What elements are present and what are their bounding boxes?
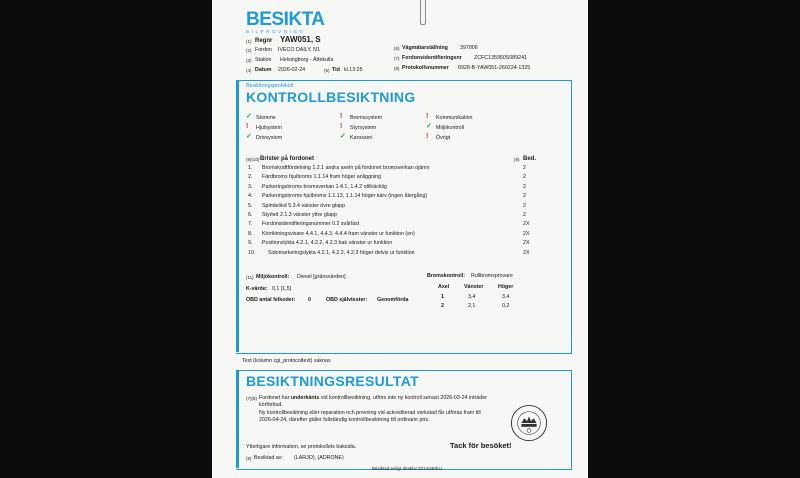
result-thanks: Tack för besöket! [450,441,512,450]
broms-value: Rullbromsprovare [471,273,513,279]
num-5: (5) [324,68,330,73]
result-verdict: underkänts [290,395,320,401]
defect-number: 6. [248,212,253,218]
fordon-label: Fordon [255,47,272,53]
num-2: (2) [246,48,252,53]
warning-icon: ! [340,123,343,130]
besikta-logo [246,10,324,35]
station-value: Helsingborg - Ättekulla [280,57,334,63]
obd-fel-label: OBD antal felkoder: [246,297,296,303]
system-label: Miljökontroll [436,125,464,131]
defect-severity: 2 [523,165,526,171]
defect-text: Positionslykta 4.2.1, 4.2.2, 4.2.3 bak vänster ur funktion [262,240,393,247]
system-label: Drivsystem [256,135,283,141]
defect-severity: 2X [523,230,530,237]
check-icon: ✓ [246,133,252,140]
warning-icon: ! [246,123,249,130]
system-label: Övrigt [436,135,451,141]
broms-cell: 1 [441,294,444,300]
system-label: Styrsystem [350,125,377,131]
regnr-value: YAW051, S [280,35,321,44]
defect-text: Bromskraftfördelning 1.2.1 andra axeln på fordonet bromsverkan ojämn [262,165,430,171]
result-line-4: 2026-04-24, därefter gäller fullständig kontrollbesiktning till ordinarie pris. [259,417,430,423]
defect-number: 5. [248,202,253,209]
protocol-box-bar [236,80,239,352]
swedac-seal-icon [510,404,548,442]
defect-number: 7. [248,221,253,228]
miljo-label: Miljökontroll: [256,274,290,280]
system-label: Karosseri [350,135,373,141]
defect-number: 3. [248,183,253,190]
defects-num: (9)(10) [246,157,260,162]
defects-header: Brister på fordonet [260,156,315,162]
defect-severity: 2 [523,212,526,218]
datum-value: 2026-02-24 [278,67,306,73]
matar-label: Vägmätarställning [402,45,448,51]
defect-number: 10. [248,249,256,256]
num-1: (1) [246,39,252,44]
tid-value: kl.13:25 [344,67,363,73]
num-8: (8) [394,66,400,71]
inspection-protocol-document [212,0,588,478]
miljo-num: (11) [246,275,254,280]
datum-label: Datum [255,67,272,73]
check-icon: ✓ [246,113,252,120]
obd-self-value: Genomförda [377,297,409,303]
result-line-1-pre: Fordonet har [259,395,291,401]
miljo-value: Diesel [gränsvärden] [297,274,346,280]
result-line-1 [259,394,487,402]
warning-icon: ! [426,113,429,120]
defect-number: 4. [248,193,253,200]
bed-header: Bed. [523,156,537,162]
protocol-title: KONTROLLBESIKTNING [246,89,416,105]
warning-icon: ! [426,133,429,140]
matar-value: 397006 [460,45,478,51]
num-3: (3) [246,58,252,63]
defect-text: Färdbroms hjulbroms 1.1.14 fram höger anliggning [262,174,381,181]
result-info: Ytterligare information, se protokollets baksida. [246,444,357,450]
defect-text: Körriktningsvisare 4.4.1, 4.4.3, 4.4.4 fram vänster ur funktion (en) [262,230,415,237]
defect-severity: 2 [523,183,526,190]
footer-text: Besiktad enligt direktiv 2014/45/EU [372,466,442,471]
broms-cell: 2 [441,303,444,309]
result-line-3: Ny kontrollbesiktning eller reparation och provning vid ackrediterad verkstad får utföras fram till [259,410,481,416]
obd-self-label: OBD självtester: [326,297,368,303]
broms-cell: 0,2 [502,303,510,309]
defect-severity: 2X [523,240,530,247]
broms-cell: 3,4 [468,294,476,300]
fid-value: ZCFC135950S089241 [474,55,528,61]
defect-text: Spindelled 5.3.4 vänster övre glapp [262,202,346,209]
logo-word: BESIKTA [246,9,325,30]
by-value: (LARJO), (ADRONE) [294,455,344,461]
protocol-note: Text (kolumn cgi_protocoltext) saknas [242,358,331,364]
result-line-1-post: vid kontrollbesiktning, utförs inte ny kontroll senast 2026-03-24 inträder [319,395,487,401]
fordon-value: IVECO DAILY, N1 [278,47,320,53]
check-icon: ✓ [426,123,432,130]
defect-text: Styrled 2.1.3 vänster yttre glapp [262,212,337,218]
broms-cell: 2,1 [468,303,476,309]
result-num-a: (7)(8) [246,396,257,401]
system-label: Bromssystem [350,115,383,121]
defect-severity: 2 [523,174,526,181]
by-label: Besiktad av: [254,455,283,461]
result-title: BESIKTNINGSRESULTAT [246,373,419,389]
defect-text: Parkeringsbroms bromsverkan 1.4.1, 1.4.2 otillräcklig [262,183,387,190]
proto-value: 0928-B-YAW051-260224-1325 [458,65,531,71]
tid-label: Tid [332,67,340,73]
defect-number: 9. [248,240,253,247]
defect-number: 1. [248,165,253,171]
defect-severity: 2 [523,202,526,209]
warning-icon: ! [340,113,343,120]
num-6: (6) [394,46,400,51]
num-4: (4) [246,68,252,73]
broms-col-header: Axel [438,284,450,290]
paper-clip [420,0,426,25]
protocol-subtitle: Besiktningsprotokoll [246,83,294,89]
logo-subtitle: BILPROVNING [246,29,306,34]
broms-col-header: Vänster [464,284,484,290]
system-label: Kommunikation [436,115,473,121]
k-value: 0,1 [1,5] [272,286,292,292]
proto-label: Protokollsnummer [402,65,449,71]
defect-text: Parkeringsbroms hjulbroms 1.1.13, 1.1.14 höger kärv (ingen återgång) [262,193,428,200]
defect-severity: 2X [523,221,530,228]
broms-col-header: Höger [498,284,514,290]
defect-text: Fordonsidentifieringsnummer 0.2 svårläst [262,221,360,228]
check-icon: ✓ [340,133,346,140]
system-label: Hjulsystem [256,125,282,131]
defect-number: 2. [248,174,253,181]
defect-severity: 2X [523,249,530,256]
system-label: Stomme [256,115,276,121]
station-label: Station [255,57,272,63]
broms-cell: 3,4 [502,294,510,300]
result-box-bar [236,370,239,468]
regnr-label: Regnr [255,38,273,44]
defect-number: 8. [248,230,253,237]
defect-text: Sidomarkeringslykta 4.2.1, 4.2.2, 4.2.3 höger delvis ur funktion [268,249,415,256]
fid-label: Fordonsidentifieringsnr [402,55,462,61]
broms-label: Bromskontroll: [427,273,465,279]
num-7: (7) [394,56,400,61]
k-label: K-värde: [246,286,268,292]
result-num-b: (9) [246,456,252,461]
obd-fel-value: 0 [308,297,311,303]
bed-num: (9) [514,157,520,162]
result-line-2: körförbud. [259,402,283,408]
defect-severity: 2 [523,193,526,200]
